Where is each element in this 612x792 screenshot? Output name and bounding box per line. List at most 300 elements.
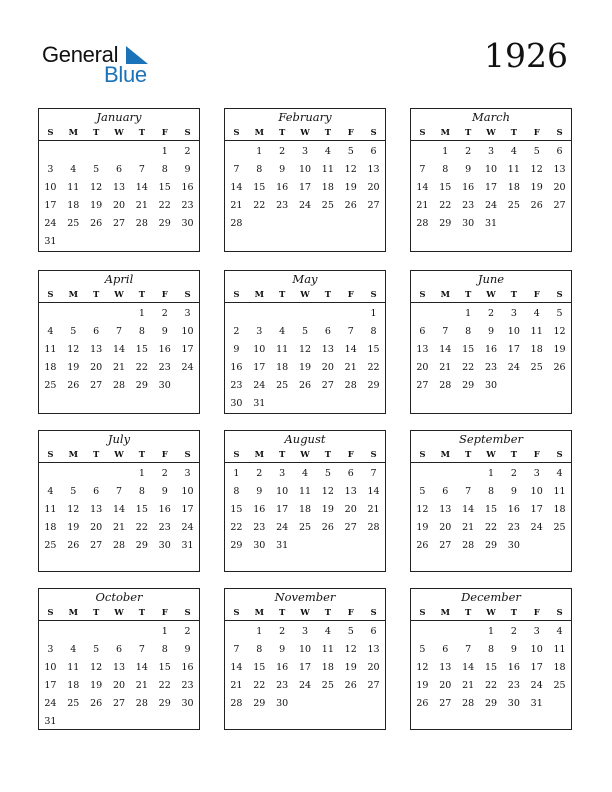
empty-day-cell <box>434 465 457 483</box>
weekday-header <box>411 288 571 303</box>
day-cell: 29 <box>484 540 498 551</box>
weekday-label: M <box>68 450 78 460</box>
day-cell: 14 <box>367 486 380 497</box>
day-cell: 21 <box>135 680 148 691</box>
generalblue-logo <box>42 42 162 90</box>
day-cell: 16 <box>507 504 520 515</box>
day-cell: 19 <box>344 182 357 193</box>
day-cell: 19 <box>298 362 312 373</box>
weekday-label: T <box>510 450 518 460</box>
day-cell: 12 <box>298 344 312 355</box>
day-cell: 3 <box>301 146 309 157</box>
weekday-label: W <box>300 290 310 300</box>
day-cell: 18 <box>321 662 334 673</box>
month-december <box>410 588 572 730</box>
day-cell: 25 <box>553 680 566 691</box>
day-cell: 4 <box>533 308 540 319</box>
day-cell: 1 <box>161 146 168 157</box>
day-cell: 19 <box>530 182 543 193</box>
day-cell: 11 <box>553 486 566 497</box>
weekday-label: M <box>68 128 78 138</box>
day-cell: 29 <box>462 380 475 391</box>
weekday-header <box>39 606 199 621</box>
weekday-header <box>411 126 571 141</box>
day-cell: 20 <box>439 680 452 691</box>
day-cell: 7 <box>419 164 426 175</box>
day-cell: 11 <box>553 644 566 655</box>
day-cell: 4 <box>70 164 77 175</box>
day-cell: 7 <box>233 644 240 655</box>
day-cell: 2 <box>233 326 240 337</box>
day-cell: 6 <box>93 326 100 337</box>
month-title: May <box>292 272 318 286</box>
day-cell: 9 <box>279 644 286 655</box>
day-cell: 6 <box>370 146 377 157</box>
weekday-label: W <box>114 128 124 138</box>
day-cell: 22 <box>158 680 171 691</box>
day-cell: 16 <box>276 182 289 193</box>
day-cell: 2 <box>161 468 168 479</box>
day-cell: 9 <box>510 486 517 497</box>
day-cell: 23 <box>181 200 194 211</box>
weekday-label: M <box>440 450 450 460</box>
day-cell: 29 <box>230 540 243 551</box>
day-cell: 1 <box>256 146 263 157</box>
weekday-label: F <box>533 608 540 618</box>
empty-day-cell <box>294 305 317 323</box>
weekday-label: T <box>278 450 286 460</box>
weekday-label: F <box>161 128 168 138</box>
days-grid <box>411 463 571 555</box>
weekday-label: S <box>419 450 426 460</box>
empty-day-cell <box>39 623 62 641</box>
day-cell: 13 <box>321 344 334 355</box>
day-cell: 23 <box>507 680 520 691</box>
day-cell: 4 <box>70 644 77 655</box>
day-cell: 4 <box>47 486 54 497</box>
day-cell: 1 <box>161 626 168 637</box>
days-grid <box>411 141 571 233</box>
weekday-label: S <box>233 128 240 138</box>
weekday-label: W <box>300 608 310 618</box>
day-cell: 4 <box>556 468 563 479</box>
day-cell: 18 <box>67 200 80 211</box>
day-cell: 7 <box>370 468 377 479</box>
day-cell: 20 <box>112 680 126 691</box>
day-cell: 15 <box>484 662 498 673</box>
day-cell: 8 <box>487 644 495 655</box>
day-cell: 17 <box>298 662 312 673</box>
day-cell: 16 <box>484 344 498 355</box>
weekday-label: T <box>138 450 146 460</box>
empty-day-cell <box>62 305 85 323</box>
day-cell: 30 <box>253 540 266 551</box>
days-grid <box>411 303 571 395</box>
empty-day-cell <box>411 305 434 323</box>
day-cell: 15 <box>135 344 148 355</box>
empty-day-cell <box>225 143 248 161</box>
day-cell: 25 <box>276 380 289 391</box>
day-cell: 5 <box>324 468 331 479</box>
weekday-label: W <box>486 128 496 138</box>
empty-day-cell <box>434 623 457 641</box>
day-cell: 14 <box>112 504 126 515</box>
weekday-label: T <box>92 608 100 618</box>
day-cell: 27 <box>553 200 566 211</box>
day-cell: 20 <box>112 200 126 211</box>
day-cell: 15 <box>253 182 266 193</box>
day-cell: 9 <box>487 326 495 337</box>
empty-day-cell <box>411 465 434 483</box>
weekday-label: T <box>138 128 146 138</box>
day-cell: 14 <box>135 182 148 193</box>
day-cell: 8 <box>465 326 472 337</box>
month-title: December <box>461 590 521 604</box>
day-cell: 11 <box>507 164 520 175</box>
day-cell: 8 <box>161 644 168 655</box>
day-cell: 24 <box>181 522 194 533</box>
day-cell: 24 <box>298 680 312 691</box>
day-cell: 12 <box>416 662 429 673</box>
weekday-label: W <box>114 608 124 618</box>
day-cell: 13 <box>90 504 103 515</box>
day-cell: 12 <box>344 164 357 175</box>
weekday-label: W <box>486 450 496 460</box>
day-cell: 28 <box>416 218 429 229</box>
empty-day-cell <box>130 143 153 161</box>
weekday-label: T <box>92 128 100 138</box>
days-grid <box>225 303 385 413</box>
day-cell: 21 <box>462 522 475 533</box>
weekday-label: F <box>347 608 354 618</box>
weekday-label: S <box>47 450 54 460</box>
day-cell: 24 <box>484 200 498 211</box>
day-cell: 9 <box>161 486 168 497</box>
day-cell: 11 <box>44 504 57 515</box>
day-cell: 7 <box>138 644 145 655</box>
weekday-label: F <box>161 608 168 618</box>
day-cell: 4 <box>324 626 331 637</box>
day-cell: 23 <box>158 362 171 373</box>
month-october <box>38 588 200 730</box>
day-cell: 28 <box>462 698 475 709</box>
day-cell: 3 <box>256 326 263 337</box>
empty-day-cell <box>271 305 294 323</box>
weekday-label: T <box>464 290 472 300</box>
day-cell: 27 <box>112 218 126 229</box>
day-cell: 9 <box>184 164 191 175</box>
day-cell: 22 <box>367 362 380 373</box>
day-cell: 18 <box>44 362 57 373</box>
day-cell: 16 <box>276 662 289 673</box>
day-cell: 5 <box>419 644 426 655</box>
day-cell: 1 <box>138 308 145 319</box>
day-cell: 12 <box>90 182 103 193</box>
day-cell: 10 <box>276 486 289 497</box>
day-cell: 9 <box>510 644 517 655</box>
day-cell: 17 <box>44 680 57 691</box>
weekday-label: T <box>278 128 286 138</box>
day-cell: 28 <box>462 540 475 551</box>
day-cell: 12 <box>553 326 566 337</box>
day-cell: 2 <box>510 626 517 637</box>
day-cell: 23 <box>230 380 243 391</box>
empty-day-cell <box>457 465 480 483</box>
day-cell: 3 <box>510 308 517 319</box>
day-cell: 9 <box>161 326 168 337</box>
month-title: November <box>274 590 336 604</box>
day-cell: 18 <box>553 662 566 673</box>
day-cell: 24 <box>181 362 194 373</box>
weekday-label: T <box>138 608 146 618</box>
weekday-label: S <box>419 608 426 618</box>
day-cell: 10 <box>253 344 266 355</box>
empty-day-cell <box>248 305 271 323</box>
day-cell: 13 <box>344 486 357 497</box>
calendar-grid <box>38 108 575 733</box>
month-title: January <box>96 110 142 124</box>
day-cell: 24 <box>44 698 57 709</box>
empty-day-cell <box>108 143 131 161</box>
day-cell: 1 <box>138 468 145 479</box>
day-cell: 6 <box>115 644 123 655</box>
day-cell: 14 <box>416 182 429 193</box>
day-cell: 27 <box>90 540 103 551</box>
day-cell: 22 <box>253 680 266 691</box>
day-cell: 21 <box>367 504 380 515</box>
day-cell: 23 <box>276 200 289 211</box>
weekday-label: F <box>347 450 354 460</box>
day-cell: 21 <box>230 680 243 691</box>
day-cell: 6 <box>347 468 354 479</box>
weekday-label: S <box>47 608 54 618</box>
day-cell: 27 <box>112 698 126 709</box>
day-cell: 18 <box>321 182 334 193</box>
day-cell: 7 <box>233 164 240 175</box>
day-cell: 23 <box>507 522 520 533</box>
weekday-label: S <box>47 128 54 138</box>
day-cell: 1 <box>370 308 377 319</box>
day-cell: 12 <box>530 164 543 175</box>
day-cell: 28 <box>344 380 357 391</box>
month-february <box>224 108 386 252</box>
day-cell: 3 <box>184 308 191 319</box>
day-cell: 26 <box>416 698 429 709</box>
weekday-label: T <box>92 290 100 300</box>
empty-day-cell <box>39 465 62 483</box>
weekday-label: M <box>254 290 264 300</box>
weekday-header <box>225 288 385 303</box>
weekday-label: S <box>184 128 191 138</box>
day-cell: 10 <box>530 644 543 655</box>
empty-day-cell <box>85 305 108 323</box>
day-cell: 15 <box>439 182 452 193</box>
day-cell: 31 <box>44 236 57 247</box>
day-cell: 25 <box>553 522 566 533</box>
weekday-label: F <box>161 450 168 460</box>
year-title: 1926 <box>484 36 568 75</box>
day-cell: 4 <box>510 146 517 157</box>
day-cell: 13 <box>439 504 452 515</box>
day-cell: 7 <box>347 326 354 337</box>
day-cell: 30 <box>484 380 498 391</box>
day-cell: 18 <box>530 344 543 355</box>
day-cell: 20 <box>367 182 380 193</box>
day-cell: 2 <box>184 626 191 637</box>
weekday-label: W <box>114 450 124 460</box>
weekday-label: T <box>510 128 518 138</box>
logo-blue-text: Blue <box>104 62 147 87</box>
day-cell: 6 <box>556 146 563 157</box>
month-title: September <box>458 432 524 446</box>
empty-day-cell <box>434 305 457 323</box>
day-cell: 28 <box>135 218 148 229</box>
day-cell: 15 <box>367 344 380 355</box>
day-cell: 10 <box>298 644 312 655</box>
day-cell: 3 <box>301 626 309 637</box>
day-cell: 6 <box>370 626 377 637</box>
day-cell: 13 <box>367 164 380 175</box>
logo-general-text: General <box>42 42 119 67</box>
day-cell: 23 <box>181 680 194 691</box>
day-cell: 25 <box>67 218 80 229</box>
weekday-label: F <box>347 128 354 138</box>
day-cell: 13 <box>416 344 429 355</box>
day-cell: 30 <box>158 380 171 391</box>
day-cell: 23 <box>253 522 266 533</box>
day-cell: 19 <box>90 680 103 691</box>
weekday-label: M <box>440 608 450 618</box>
empty-day-cell <box>85 465 108 483</box>
weekday-label: S <box>370 128 377 138</box>
day-cell: 6 <box>115 164 123 175</box>
month-september <box>410 430 572 572</box>
day-cell: 2 <box>510 468 517 479</box>
day-cell: 22 <box>484 680 498 691</box>
day-cell: 18 <box>276 362 289 373</box>
day-cell: 13 <box>553 164 566 175</box>
day-cell: 27 <box>439 540 452 551</box>
day-cell: 2 <box>184 146 191 157</box>
day-cell: 28 <box>367 522 380 533</box>
empty-day-cell <box>130 623 153 641</box>
day-cell: 7 <box>138 164 145 175</box>
day-cell: 19 <box>344 662 357 673</box>
weekday-label: T <box>92 450 100 460</box>
weekday-label: W <box>114 290 124 300</box>
empty-day-cell <box>411 623 434 641</box>
day-cell: 25 <box>321 200 334 211</box>
day-cell: 8 <box>233 486 240 497</box>
weekday-label: M <box>68 290 78 300</box>
weekday-header <box>225 606 385 621</box>
weekday-label: M <box>254 128 264 138</box>
empty-day-cell <box>85 623 108 641</box>
month-title: July <box>107 432 131 446</box>
weekday-label: S <box>47 290 54 300</box>
weekday-label: S <box>556 450 563 460</box>
weekday-label: S <box>419 128 426 138</box>
day-cell: 11 <box>321 644 334 655</box>
day-cell: 13 <box>367 644 380 655</box>
day-cell: 20 <box>439 522 452 533</box>
day-cell: 22 <box>484 522 498 533</box>
weekday-label: W <box>300 450 310 460</box>
day-cell: 3 <box>487 146 495 157</box>
day-cell: 17 <box>507 344 520 355</box>
day-cell: 30 <box>230 398 243 409</box>
day-cell: 10 <box>44 182 57 193</box>
day-cell: 31 <box>276 540 289 551</box>
month-july <box>38 430 200 572</box>
day-cell: 20 <box>344 504 357 515</box>
day-cell: 27 <box>90 380 103 391</box>
day-cell: 16 <box>181 182 194 193</box>
weekday-header <box>39 448 199 463</box>
days-grid <box>411 621 571 713</box>
weekday-header <box>411 606 571 621</box>
day-cell: 2 <box>487 308 495 319</box>
weekday-label: S <box>233 450 240 460</box>
day-cell: 11 <box>67 182 80 193</box>
day-cell: 4 <box>301 468 309 479</box>
weekday-label: M <box>254 608 264 618</box>
weekday-label: T <box>510 608 518 618</box>
day-cell: 20 <box>321 362 334 373</box>
day-cell: 1 <box>487 468 495 479</box>
day-cell: 9 <box>279 164 286 175</box>
day-cell: 3 <box>47 644 54 655</box>
day-cell: 10 <box>181 326 194 337</box>
day-cell: 13 <box>439 662 452 673</box>
day-cell: 25 <box>44 380 57 391</box>
days-grid <box>39 621 199 731</box>
day-cell: 11 <box>321 164 334 175</box>
day-cell: 17 <box>276 504 289 515</box>
weekday-label: F <box>533 128 540 138</box>
weekday-label: T <box>510 290 518 300</box>
day-cell: 19 <box>321 504 334 515</box>
day-cell: 15 <box>462 344 475 355</box>
days-grid <box>225 141 385 233</box>
day-cell: 26 <box>344 680 357 691</box>
day-cell: 10 <box>530 486 543 497</box>
day-cell: 7 <box>115 326 123 337</box>
day-cell: 12 <box>67 344 80 355</box>
day-cell: 17 <box>298 182 312 193</box>
day-cell: 26 <box>90 218 103 229</box>
day-cell: 21 <box>416 200 429 211</box>
day-cell: 17 <box>181 504 194 515</box>
day-cell: 10 <box>298 164 312 175</box>
day-cell: 23 <box>276 680 289 691</box>
day-cell: 15 <box>158 662 171 673</box>
empty-day-cell <box>108 305 131 323</box>
empty-day-cell <box>108 465 131 483</box>
day-cell: 8 <box>370 326 377 337</box>
empty-day-cell <box>62 465 85 483</box>
day-cell: 25 <box>530 362 543 373</box>
day-cell: 10 <box>181 486 194 497</box>
day-cell: 22 <box>158 200 171 211</box>
day-cell: 2 <box>465 146 472 157</box>
day-cell: 9 <box>184 644 191 655</box>
day-cell: 12 <box>67 504 80 515</box>
empty-day-cell <box>225 305 248 323</box>
day-cell: 27 <box>416 380 429 391</box>
day-cell: 8 <box>161 164 168 175</box>
weekday-header <box>225 126 385 141</box>
